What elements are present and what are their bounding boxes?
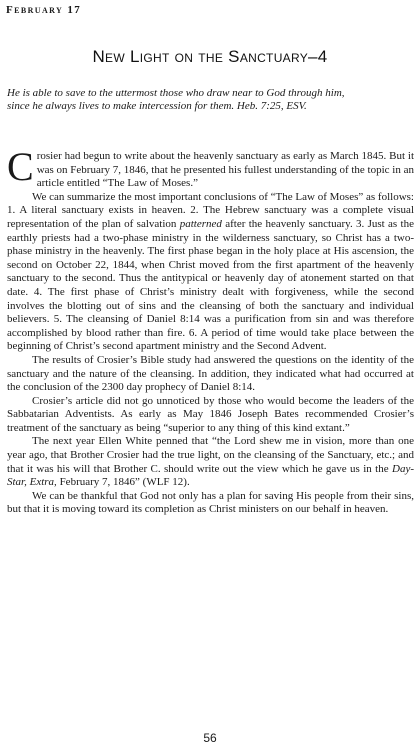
- body-text: [7, 144, 414, 517]
- paragraph-2-part-b: after the heavenly sanctuary. 3. Just as the earthly priests had a two-phase ministry in the wilderness sanctuary, so Christ has a two-phase ministry in the heavenly. The first phase began in the holy place at His ascension, the second on October 22, 1844, when Christ moved from the first apartment of the heavenly sanctuary to the second. Thus the antitypical or heavenly day of atonement started on that date. 4. The first phase of Christ’s ministry dealt with forgiveness, while the second involves the blotting out of sins and the cleansing of both the sanctuary and individual believers. 5. The cleansing of Daniel 8:14 was a purification from sin and was therefore accomplished by blood rather than fire. 6. A period of time would take place between the beginning of Christ’s second apartment ministry and the Second Advent.: [7, 217, 414, 353]
- paragraph-5-emphasis: Day-Star, Extra,: [7, 462, 414, 489]
- date-header: February 17: [6, 4, 82, 16]
- epigraph-line-2: since he always lives to make intercession for them. Heb. 7:25, ESV.: [7, 100, 307, 112]
- page-number: 56: [203, 731, 217, 745]
- paragraph-2: [7, 191, 414, 354]
- paragraph-2-emphasis: patterned: [179, 217, 222, 230]
- epigraph-line-1: He is able to save to the uttermost those who draw near to God through him,: [7, 87, 345, 99]
- paragraph-4: Crosier’s article did not go unnoticed by those who would become the leaders of the Sabbatarian Adventists. As early as May 1846 Joseph Bates recommended Crosier’s treatment of the sanctuary as being “superior to any thing of this kind extant.”: [7, 394, 414, 434]
- paragraph-5-part-b: February 7, 1846” (WLF 12).: [56, 476, 190, 489]
- paragraph-5: [7, 435, 414, 489]
- paragraph-5-part-a: The next year Ellen White penned that “the Lord shew me in vision, more than one year ago, that Brother Crosier had the true light, on the cleansing of the Sanctuary, etc.; and that it was his will that Brother C. should write out the view which he gave us in the: [7, 435, 414, 475]
- paragraph-3: The results of Crosier’s Bible study had answered the questions on the identity of the sanctuary and the nature of the cleansing. In addition, they indicated what had occurred at the conclusion of the 2300 day prophecy of Daniel 8:14.: [7, 353, 414, 394]
- paragraph-1-text: rosier had begun to write about the heavenly sanctuary as early as March 1845. But it was on February 7, 1846, that he presented his fullest understanding of the topic in an article entitled “The Law of Moses.”: [36, 150, 414, 190]
- page-title: New Light on the Sanctuary–4: [92, 47, 328, 66]
- paragraph-6: We can be thankful that God not only has a plan for saving His people from their sins, but that it is moving toward its completion as Christ ministers on our behalf in heaven.: [7, 489, 414, 516]
- epigraph: [7, 87, 407, 113]
- drop-cap: C: [7, 144, 34, 189]
- paragraph-1: [7, 144, 414, 191]
- paragraph-2-part-a: We can summarize the most important conclusions of “The Law of Moses” as follows: 1. A literal sanctuary exists in heaven. 2. The Hebrew sanctuary was a complete visual representation of the plan of salvation: [7, 190, 414, 230]
